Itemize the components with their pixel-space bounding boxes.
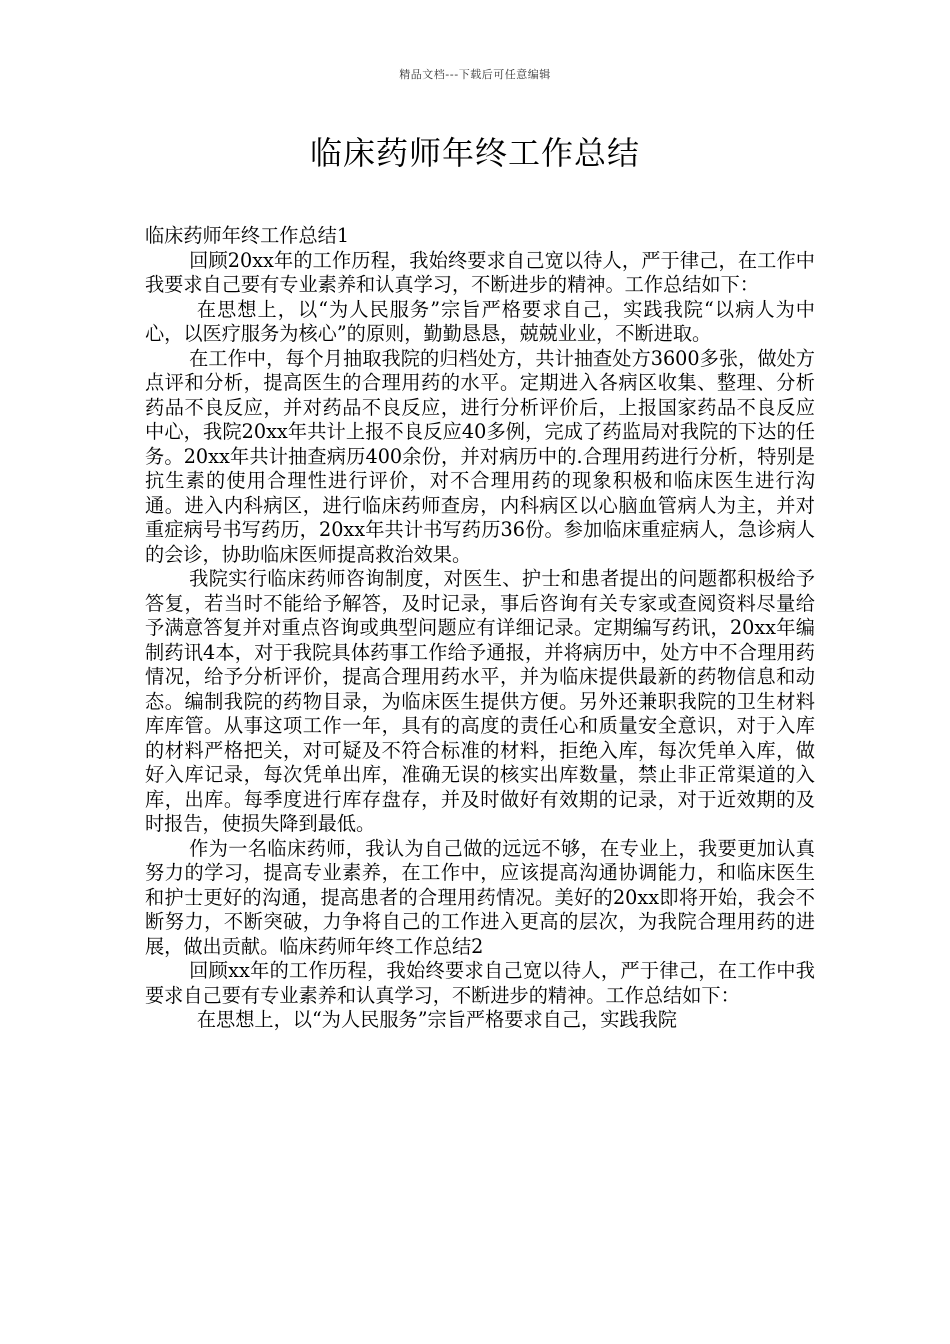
paragraph: 回顾20xx年的工作历程，我始终要求自己宽以待人，严于律己，在工作中我要求自己要有专业素养和认真学习，不断进步的精神。工作总结如下： bbox=[145, 248, 815, 296]
document-body bbox=[145, 224, 815, 1033]
paragraph: 在思想上，以“为人民服务”宗旨严格要求自己，实践我院“以病人为中心，以医疗服务为核心”的原则，勤勤恳恳，兢兢业业，不断进取。 bbox=[145, 297, 815, 345]
paragraph: 回顾xx年的工作历程，我始终要求自己宽以待人，严于律己，在工作中我要求自己要有专业素养和认真学习，不断进步的精神。工作总结如下： bbox=[145, 959, 815, 1007]
document-title: 临床药师年终工作总结 bbox=[309, 134, 640, 172]
paragraph: 临床药师年终工作总结1 bbox=[145, 224, 350, 247]
paragraph: 作为一名临床药师，我认为自己做的远远不够，在专业上，我要更加认真努力的学习，提高专业素养，在工作中，应该提高沟通协调能力，和临床医生和护士更好的沟通，提高患者的合理用药情况。美好的20xx即将开始，我会不断努力，不断突破，力争将自己的工作进入更高的层次，为我院合理用药的进展，做出贡献。临床药师年终工作总结2 bbox=[145, 836, 815, 958]
paragraph: 在思想上，以“为人民服务”宗旨严格要求自己，实践我院 bbox=[196, 1008, 677, 1031]
header-note: 精品文档---下载后可任意编辑 bbox=[399, 68, 551, 81]
paragraph: 在工作中，每个月抽取我院的归档处方，共计抽查处方3600多张，做处方点评和分析，提高医生的合理用药的水平。定期进入各病区收集、整理、分析药品不良反应，并对药品不良反应，进行分析评价后，上报国家药品不良反应中心，我院20xx年共计上报不良反应40多例，完成了药监局对我院的下达的任务。20xx年共计抽查病历400余份，并对病历中的.合理用药进行分析，特别是抗生素的使用合理性进行评价，对不合理用药的现象积极和临床医生进行沟通。进入内科病区，进行临床药师查房，内科病区以心脑血管病人为主，并对重症病号书写药历，20xx年共计书写药历36份。参加临床重症病人，急诊病人的会诊，协助临床医师提高救治效果。 bbox=[145, 346, 815, 566]
paragraph: 我院实行临床药师咨询制度，对医生、护士和患者提出的问题都积极给予答复，若当时不能给予解答，及时记录，事后咨询有关专家或查阅资料尽量给予满意答复并对重点咨询或典型问题应有详细记录。定期编写药讯，20xx年编制药讯4本，对于我院具体药事工作给予通报，并将病历中，处方中不合理用药情况，给予分析评价，提高合理用药水平，并为临床提供最新的药物信息和动态。编制我院的药物目录，为临床医生提供方便。另外还兼职我院的卫生材料库库管。从事这项工作一年，具有的高度的责任心和质量安全意识，对于入库的材料严格把关，对可疑及不符合标准的材料，拒绝入库，每次凭单入库，做好入库记录，每次凭单出库，准确无误的核实出库数量，禁止非正常渠道的入库，出库。每季度进行库存盘存，并及时做好有效期的记录，对于近效期的及时报告，使损失降到最低。 bbox=[145, 567, 815, 835]
